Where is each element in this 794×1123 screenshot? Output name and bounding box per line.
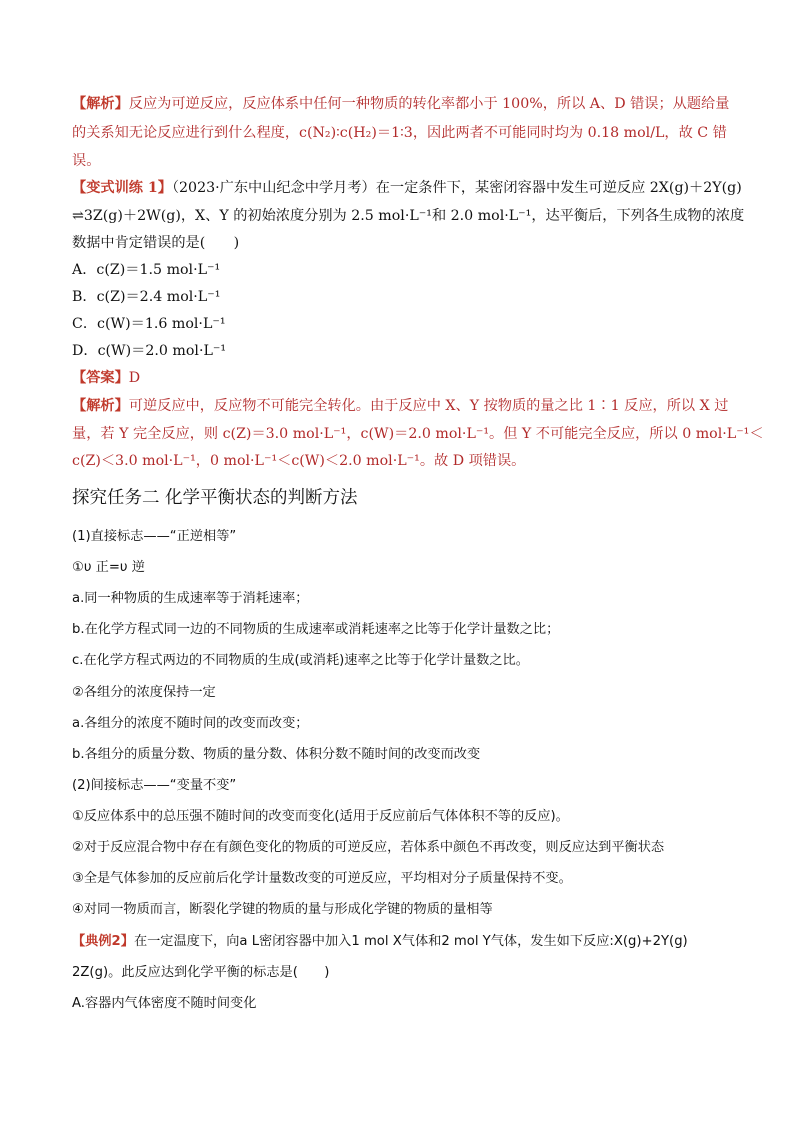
content-line: ①υ 正=υ 逆: [72, 560, 145, 575]
section-heading: 探究任务二 化学平衡状态的判断方法: [72, 488, 358, 508]
analysis-2-line-2: 量，若 Y 完全反应，则 c(Z)＝3.0 mol·L⁻¹，c(W)＝2.0 mol·L⁻¹。但 Y 不可能完全反应，所以 0 mol·L⁻¹＜: [72, 426, 764, 442]
content-line: ①反应体系中的总压强不随时间的改变而变化(适用于反应前后气体体积不等的反应)。: [72, 809, 569, 824]
option-a: A．c(Z)＝1.5 mol·L⁻¹: [72, 262, 221, 278]
content-line: (2)间接标志——“变量不变”: [72, 778, 237, 793]
analysis-tag: 【解析】: [72, 398, 129, 414]
analysis-1-line-3: 误。: [72, 153, 101, 169]
option-b: B．c(Z)＝2.4 mol·L⁻¹: [72, 289, 221, 305]
variant-question-line-3: 数据中肯定错误的是( ): [72, 235, 240, 251]
content-line: a.各组分的浓度不随时间的改变而改变；: [72, 716, 309, 731]
analysis-1-line-1: 【解析】反应为可逆反应，反应体系中任何一种物质的转化率都小于 100%，所以 A、D 错误；从题给量: [72, 96, 730, 112]
content-line: b.各组分的质量分数、物质的量分数、体积分数不随时间的改变而改变: [72, 747, 481, 762]
answer-line: [72, 368, 140, 388]
option-c: C．c(W)＝1.6 mol·L⁻¹: [72, 316, 226, 332]
analysis-2-line-1: 【解析】可逆反应中，反应物不可能完全转化。由于反应中 X、Y 按物质的量之比 1∶1 反应，所以 X 过: [72, 398, 729, 414]
content-line: ③全是气体参加的反应前后化学计量数改变的可逆反应，平均相对分子质量保持不变。: [72, 871, 572, 886]
example-2-line-1: 【典例2】在一定温度下，向a L密闭容器中加入1 mol X气体和2 mol Y气体，发生如下反应:X(g)+2Y(g): [72, 934, 688, 949]
content-line: c.在化学方程式两边的不同物质的生成(或消耗)速率之比等于化学计量数之比。: [72, 653, 529, 668]
variant-tag: 【变式训练 1】: [72, 180, 172, 196]
variant-question-line-1: 【变式训练 1】（2023·广东中山纪念中学月考）在一定条件下，某密闭容器中发生可逆反应 2X(g)＋2Y(g): [72, 180, 742, 196]
variant-question-line-2: ⇌3Z(g)＋2W(g)，X、Y 的初始浓度分别为 2.5 mol·L⁻¹和 2.0 mol·L⁻¹，达平衡后，下列各生成物的浓度: [72, 208, 745, 224]
content-line: ②各组分的浓度保持一定: [72, 685, 216, 700]
content-line: (1)直接标志——“正逆相等”: [72, 529, 237, 544]
example-tag: 【典例2】: [72, 934, 134, 949]
content-line: ②对于反应混合物中存在有颜色变化的物质的可逆反应，若体系中颜色不再改变，则反应达到平衡状态: [72, 840, 665, 855]
content-line: a.同一种物质的生成速率等于消耗速率；: [72, 591, 309, 606]
example-2-line-2: 2Z(g)。此反应达到化学平衡的标志是( ): [72, 965, 330, 980]
option-d: D．c(W)＝2.0 mol·L⁻¹: [72, 343, 227, 359]
answer-value: D: [128, 370, 141, 386]
analysis-2-line-3: c(Z)＜3.0 mol·L⁻¹，0 mol·L⁻¹＜c(W)＜2.0 mol·L⁻¹。故 D 项错误。: [72, 453, 526, 469]
analysis-1-line-2: 的关系知无论反应进行到什么程度，c(N₂)∶c(H₂)＝1∶3，因此两者不可能同时均为 0.18 mol/L，故 C 错: [72, 125, 727, 141]
analysis-tag: 【解析】: [72, 96, 129, 112]
content-line: b.在化学方程式同一边的不同物质的生成速率或消耗速率之比等于化学计量数之比；: [72, 622, 560, 637]
answer-tag: 【答案】: [72, 370, 129, 386]
content-line: ④对同一物质而言，断裂化学键的物质的量与形成化学键的物质的量相等: [72, 902, 493, 917]
example-2-option-a: A.容器内气体密度不随时间变化: [72, 996, 257, 1011]
